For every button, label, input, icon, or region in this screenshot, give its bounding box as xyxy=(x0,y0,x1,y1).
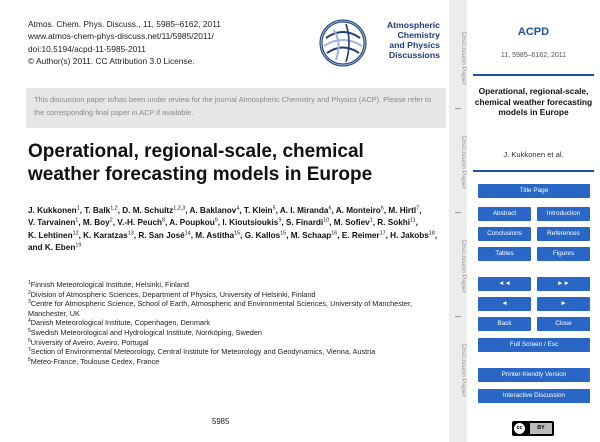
strip-separator xyxy=(455,316,461,317)
arrow-left-icon: ◄ xyxy=(501,300,508,307)
strip-label: Discussion Paper xyxy=(460,343,467,397)
abstract-button[interactable]: Abstract xyxy=(478,207,531,221)
author-name xyxy=(390,231,435,240)
author-name-text: D. M. Schultz xyxy=(122,206,174,215)
review-banner xyxy=(26,88,446,128)
strip-separator xyxy=(455,212,461,213)
author-affiliation-marker: 1 xyxy=(369,217,373,224)
tables-button[interactable]: Tables xyxy=(478,247,531,261)
author-name-text: V. Tarvainen xyxy=(28,218,76,228)
author-name-text: M. Astitha xyxy=(195,230,235,240)
sidebar-author: J. Kukkonen et al. xyxy=(503,150,564,159)
strip-label: Discussion Paper xyxy=(460,31,467,85)
title-page-button[interactable]: Title Page xyxy=(478,184,590,198)
author-affiliation-marker: 9 xyxy=(214,217,218,224)
last-page-button[interactable] xyxy=(537,277,590,291)
author-name xyxy=(83,218,113,227)
affiliation-number: 7 xyxy=(28,347,31,354)
strip-label: Discussion Paper xyxy=(460,135,467,189)
figures-button[interactable]: Figures xyxy=(537,247,590,261)
author-name xyxy=(189,206,239,215)
author-name xyxy=(45,243,81,252)
review-banner-text: This discussion paper is/has been under review for the journal Atmospheric Chemistry and Physics (ACP). Please refer to the corresponding final paper in ACP if available. xyxy=(34,95,432,117)
affiliation-number: 8 xyxy=(28,356,31,363)
author-name-text: T. Balk xyxy=(84,206,111,215)
logo-line: Discussions xyxy=(388,50,440,60)
author-name-text: J. Kukkonen xyxy=(28,206,77,215)
author-name xyxy=(336,206,384,215)
globe-logo-icon xyxy=(318,18,368,68)
author-name xyxy=(83,231,134,240)
author-name xyxy=(342,231,386,240)
author-affiliation-marker: 1 xyxy=(75,217,79,224)
affiliation-text: Section of Environmental Meteorology, Central Institute for Meteorology and Geodynamics, Vienna, Austria xyxy=(30,347,376,357)
author-name-text: R. Sokhi xyxy=(377,218,411,228)
affiliation-text: Centre for Atmospheric Science, School of Earth, Atmospheric and Environmental Sciences, University of Manchester, Manchester, UK xyxy=(28,299,413,318)
journal-line: Atmos. Chem. Phys. Discuss., 11, 5985–6162, 2011 xyxy=(28,19,221,29)
author-name-text: A. Baklanov xyxy=(189,206,237,215)
author-list: J. Kukkonen$^1$, T. Balk$^{1,2}$, D. M. Schultz$^{1,2,3}$, A. Baklanov$^4$, T. Klein$^5$, A. I. Miranda$^6$, A. Monteiro$^6$, M. Hirtl$^7$, V. Tarvainen$^1$, M. Boy$^2$, V.-H. Peuch$^8$, A. Poupkou$^9$, I. Kioutsioukis$^9$, S. Finardi$^{10}$, M. Sofiev$^1$, R. Sokhi$^{11}$, K. Lehtinen$^{12}$, K. Karatzas$^{13}$, R. San José$^{14}$, M. Astitha$^{15}$, G. Kallos$^{15}$, M. Schaap$^{16}$, E. Reimer$^{17}$, H. Jakobs$^{18}$, and K. Eben$^{19}$ xyxy=(28,205,438,253)
affiliation-number: 2 xyxy=(28,289,31,296)
first-page-button[interactable] xyxy=(478,277,531,291)
author-affiliation-marker: 9 xyxy=(278,217,282,224)
introduction-button[interactable]: Introduction xyxy=(537,207,590,221)
author-affiliation-marker: 10 xyxy=(323,217,330,224)
author-name xyxy=(245,231,287,240)
affiliation-number: 6 xyxy=(28,337,31,344)
affiliation-number: 4 xyxy=(28,318,31,325)
affiliation-item xyxy=(28,338,448,348)
next-page-button[interactable] xyxy=(537,297,590,311)
affiliation-text: Finnish Meteorological Institute, Helsinki, Finland xyxy=(30,280,189,289)
author-name xyxy=(28,231,79,240)
author-affiliation-marker: 15 xyxy=(234,230,241,237)
author-name xyxy=(286,218,329,227)
author-name xyxy=(388,206,419,215)
skip-forward-icon: ►► xyxy=(557,280,570,287)
full-screen-button[interactable]: Full Screen / Esc xyxy=(478,338,590,352)
acp-logo xyxy=(318,18,440,68)
author-affiliation-marker: 18 xyxy=(428,230,435,237)
author-affiliation-marker: 5 xyxy=(272,205,276,212)
journal-abbreviation: ACPD xyxy=(517,26,550,38)
strip-label: Discussion Paper xyxy=(460,239,467,293)
paper-title: Operational, regional-scale, chemical weather forecasting models in Europe xyxy=(28,141,373,185)
skip-back-icon: ◄◄ xyxy=(498,280,511,287)
arrow-right-icon: ► xyxy=(560,300,567,307)
references-button[interactable]: References xyxy=(537,227,590,241)
sidebar-divider xyxy=(473,170,594,172)
author-affiliation-marker: 1,2,3 xyxy=(173,205,186,212)
author-affiliation-marker: 12 xyxy=(72,230,79,237)
cc-by-icon: BY xyxy=(530,423,552,434)
author-name-text: T. Klein xyxy=(243,206,273,215)
author-name-text: M. Hirtl xyxy=(388,206,417,215)
author-name-text: I. Kioutsioukis xyxy=(222,218,279,228)
author-name-text: M. Sofiev xyxy=(333,218,370,228)
author-name-text: A. Monteiro xyxy=(335,206,381,215)
author-name-text: A. I. Miranda xyxy=(279,206,329,215)
author-name-text: A. Poupkou xyxy=(169,218,215,228)
author-affiliation-marker: 4 xyxy=(236,205,240,212)
logo-line: Atmospheric xyxy=(386,20,440,30)
author-affiliation-marker: 17 xyxy=(379,230,386,237)
volume-pages: 11, 5985–6162, 2011 xyxy=(500,52,567,59)
author-name xyxy=(28,206,80,215)
author-name-text: G. Kallos xyxy=(244,230,281,240)
strip-separator xyxy=(455,108,461,109)
author-affiliation-marker: 16 xyxy=(331,230,338,237)
affiliation-item xyxy=(28,347,448,357)
affiliation-list xyxy=(28,280,448,366)
paper-doi[interactable]: doi:10.5194/acpd-11-5985-2011 xyxy=(28,43,146,54)
affiliation-text: Meteo-France, Toulouse Cedex, France xyxy=(30,356,160,366)
author-affiliation-marker: 14 xyxy=(184,230,191,237)
author-affiliation-marker: 13 xyxy=(127,230,134,237)
affiliation-number: 3 xyxy=(28,299,31,306)
affiliation-number: 5 xyxy=(28,327,31,334)
affiliation-item xyxy=(28,290,448,300)
author-affiliation-marker: 6 xyxy=(380,205,384,212)
logo-line: Chemistry xyxy=(397,30,440,40)
author-affiliation-marker: 1,2 xyxy=(110,205,118,212)
cc-license-badge[interactable] xyxy=(512,421,554,436)
author-affiliation-marker: 15 xyxy=(280,230,287,237)
affiliation-text: Danish Meteorological Institute, Copenhagen, Denmark xyxy=(30,318,211,328)
author-affiliation-marker: 7 xyxy=(416,205,420,212)
sidebar-paper-title: Operational, regional-scale, chemical weather forecasting models in Europe xyxy=(474,86,593,118)
author-affiliation-marker: 8 xyxy=(162,217,166,224)
discussion-paper-strip xyxy=(449,0,467,442)
author-name xyxy=(169,218,217,227)
interactive-discussion-button[interactable]: Interactive Discussion xyxy=(478,389,590,403)
header-meta xyxy=(28,18,221,67)
conclusions-button[interactable]: Conclusions xyxy=(478,227,531,241)
author-name-text: S. Finardi xyxy=(285,218,324,228)
author-name xyxy=(84,206,117,215)
author-name-text: H. Jakobs xyxy=(390,230,429,240)
author-name-text: K. Lehtinen xyxy=(28,230,73,240)
author-affiliation-marker: 1 xyxy=(76,205,80,212)
affiliation-text: Swedish Meteorological and Hydrological Institute, Norrköping, Sweden xyxy=(30,327,262,337)
author-name xyxy=(117,218,165,227)
author-name-text: V.-H. Peuch xyxy=(117,218,163,228)
affiliation-item xyxy=(28,328,448,338)
author-affiliation-marker: 6 xyxy=(328,205,332,212)
cc-icon: cc xyxy=(514,423,525,434)
author-affiliation-marker: 19 xyxy=(75,242,82,249)
paper-url[interactable]: www.atmos-chem-phys-discuss.net/11/5985/2011/ xyxy=(28,31,214,42)
previous-page-button[interactable] xyxy=(478,297,531,311)
author-name-text: M. Boy xyxy=(82,218,110,228)
author-name-text: M. Schaap xyxy=(290,230,332,240)
printer-friendly-button[interactable]: Printer-friendly Version xyxy=(478,368,590,382)
author-name xyxy=(334,218,373,227)
author-name xyxy=(291,231,338,240)
sidebar-divider xyxy=(473,74,594,76)
author-name xyxy=(222,218,281,227)
affiliation-item xyxy=(28,299,448,318)
author-name-text: K. Karatzas xyxy=(83,230,128,240)
author-affiliation-marker: 2 xyxy=(109,217,113,224)
affiliation-item xyxy=(28,280,448,290)
affiliation-number: 1 xyxy=(28,280,31,286)
license-line: © Author(s) 2011. CC Attribution 3.0 License. xyxy=(28,55,195,66)
author-name-text: R. San José xyxy=(138,230,185,240)
close-button[interactable]: Close xyxy=(537,317,590,331)
author-name xyxy=(377,218,415,227)
author-name xyxy=(28,218,78,227)
author-name xyxy=(122,206,185,215)
author-name xyxy=(195,231,240,240)
author-name-text: E. Reimer xyxy=(341,230,380,240)
affiliation-item xyxy=(28,357,448,367)
affiliation-item xyxy=(28,318,448,328)
back-button[interactable]: Back xyxy=(478,317,531,331)
author-name xyxy=(280,206,332,215)
page-number: 5985 xyxy=(212,417,230,426)
author-name xyxy=(244,206,276,215)
logo-text xyxy=(372,20,440,60)
author-name-text: K. Eben xyxy=(44,243,76,253)
logo-line: and Physics xyxy=(389,40,440,50)
affiliation-text: Division of Atmospheric Sciences, Department of Physics, University of Helsinki, Finland xyxy=(30,289,316,299)
author-affiliation-marker: 11 xyxy=(410,217,416,224)
affiliation-text: University of Aveiro, Aveiro, Portugal xyxy=(30,337,149,347)
author-name xyxy=(138,231,190,240)
